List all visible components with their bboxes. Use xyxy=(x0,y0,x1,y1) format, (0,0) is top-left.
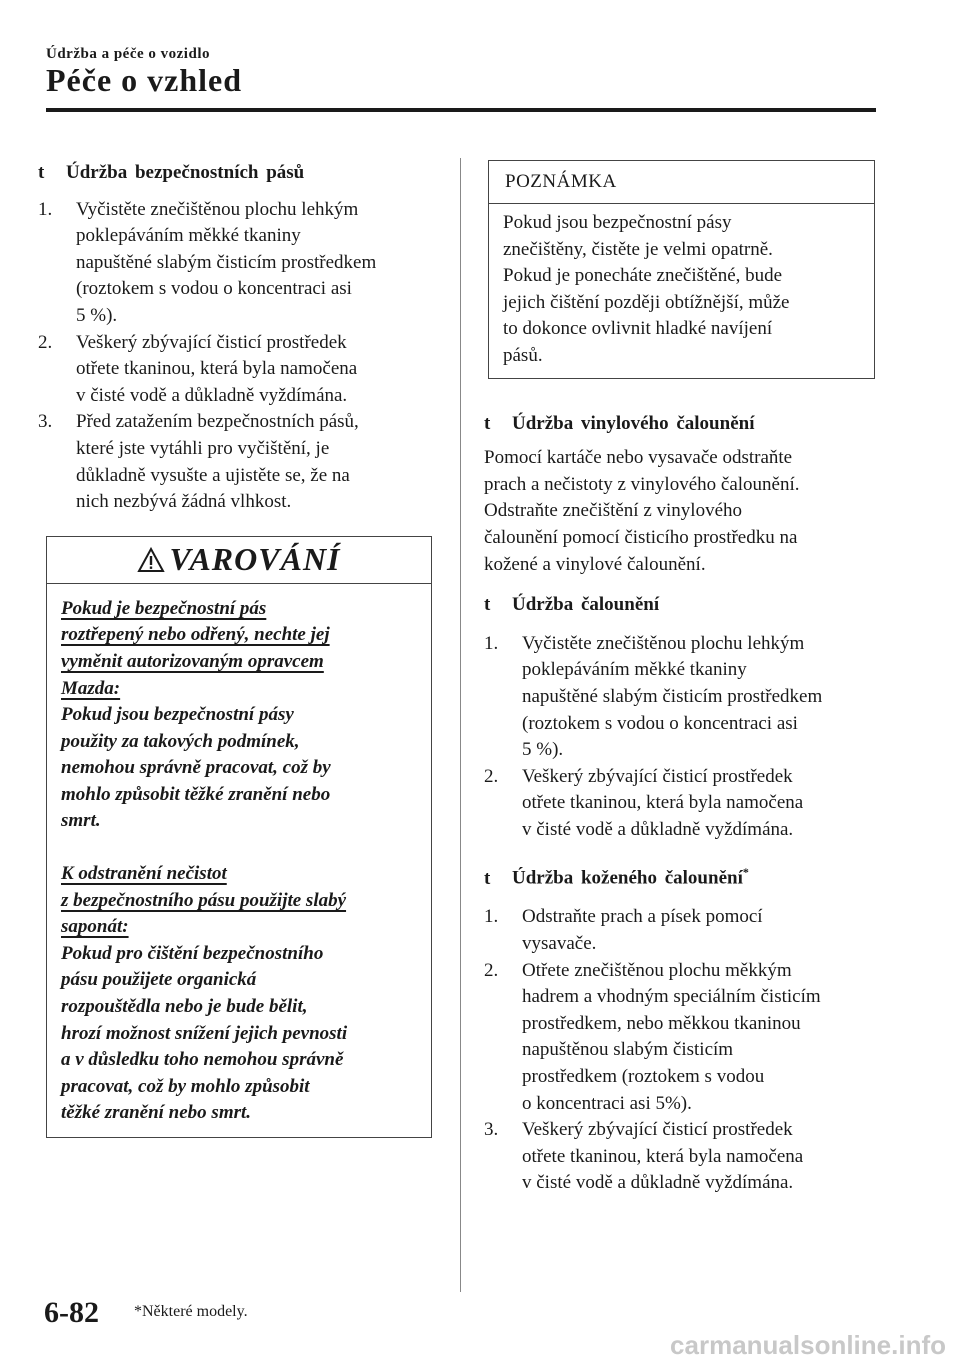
text-line: Veškerý zbývající čisticí prostředek xyxy=(522,1119,793,1141)
text-line: Odstraňte znečištění z vinylového xyxy=(484,500,743,522)
heading-bullet-icon: t xyxy=(484,412,491,434)
step-number: 2. xyxy=(484,959,499,981)
text-line: znečištěny, čistěte je velmi opatrně. xyxy=(503,238,773,260)
column-divider xyxy=(460,158,461,1292)
text-line: Pokud jsou bezpečnostní pásy xyxy=(503,212,732,233)
text-line: prostředkem, nebo měkkou tkaninou xyxy=(522,1012,801,1034)
text-line: Pomocí kartáče nebo vysavače odstraňte xyxy=(484,447,793,469)
step-item xyxy=(484,631,879,764)
step-number: 1. xyxy=(484,906,499,928)
watermark: carmanualsonline.info xyxy=(670,1330,946,1360)
text-line: nemohou správně pracovat, což by xyxy=(61,757,331,779)
text-line: Pokud je bezpečnostní pás xyxy=(61,597,267,619)
note-box xyxy=(488,160,875,379)
text-line: K odstranění nečistot xyxy=(61,863,227,885)
text-line: těžké zranění nebo smrt. xyxy=(61,1102,252,1124)
step-text xyxy=(522,958,879,1118)
text-line: vysavače. xyxy=(522,932,597,954)
left-column xyxy=(38,160,433,1138)
text-line: vyměnit autorizovaným opravcem xyxy=(61,650,324,672)
text-line: Pokud jsou bezpečnostní pásy xyxy=(61,704,294,726)
text-line: saponát: xyxy=(61,916,129,938)
text-line: poklepáváním měkké tkaniny xyxy=(522,659,747,681)
note-title: POZNÁMKA xyxy=(489,161,874,204)
step-item xyxy=(484,904,879,957)
text-line: důkladně vysušte a ujistěte se, že na xyxy=(76,464,350,486)
heading-bullet-icon: t xyxy=(38,162,45,183)
text-line: o koncentraci asi 5%). xyxy=(522,1092,692,1114)
text-line: 5 %). xyxy=(76,304,118,326)
warning-title: VAROVÁNÍ xyxy=(169,541,341,578)
step-number: 3. xyxy=(484,1119,499,1141)
text-line: (roztokem s vodou o koncentraci asi xyxy=(522,712,798,734)
text-line: Pokud je ponecháte znečištěné, bude xyxy=(503,265,783,287)
step-item xyxy=(484,1117,879,1197)
note-body xyxy=(489,204,874,378)
step-text xyxy=(76,197,433,330)
text-line: Veškerý zbývající čisticí prostředek xyxy=(522,765,793,787)
step-item xyxy=(484,958,879,1118)
text-line: poklepáváním měkké tkaniny xyxy=(76,225,301,247)
text-line: Veškerý zbývající čisticí prostředek xyxy=(76,331,347,353)
warning-block2-heading xyxy=(61,861,417,941)
text-line: nich nezbývá žádná vlhkost. xyxy=(76,491,292,513)
section-label: Údržba a péče o vozidlo xyxy=(46,46,210,62)
text-line: pásu použijete organická xyxy=(61,969,257,991)
upholstery-steps-list xyxy=(484,631,879,844)
step-text xyxy=(76,409,433,515)
warning-triangle-icon xyxy=(137,547,165,573)
text-line: Vyčistěte znečištěnou plochu lehkým xyxy=(76,198,359,220)
text-line: hadrem a vhodným speciálním čisticím xyxy=(522,986,821,1008)
text-line: v čisté vodě a důkladně vyždímána. xyxy=(522,818,794,840)
header-divider xyxy=(46,108,876,112)
vinyl-paragraph xyxy=(484,445,879,578)
belt-steps-list xyxy=(38,197,433,516)
text-line: prostředkem (roztokem s vodou xyxy=(522,1065,765,1087)
text-line: Pokud pro čištění bezpečnostního xyxy=(61,942,324,964)
belt-maintenance-heading: t Údržba bezpečnostních pásů xyxy=(38,160,433,187)
page-title: Péče o vzhled xyxy=(46,62,243,98)
step-text xyxy=(522,631,879,764)
warning-box xyxy=(46,536,432,1138)
right-column xyxy=(484,160,879,1197)
step-text xyxy=(76,330,433,410)
step-number: 3. xyxy=(38,411,53,433)
step-number: 1. xyxy=(38,198,53,220)
text-line: které jste vytáhli pro vyčištění, je xyxy=(76,437,330,459)
warning-block2-body xyxy=(61,941,417,1127)
text-line: napuštěnou slabým čisticím xyxy=(522,1039,734,1061)
leather-heading: t Údržba koženého čalounění* xyxy=(484,859,879,892)
text-line: Mazda: xyxy=(61,677,121,699)
step-number: 2. xyxy=(484,765,499,787)
text-line: to dokonce ovlivnit hladké navíjení xyxy=(503,318,773,340)
text-line: v čisté vodě a důkladně vyždímána. xyxy=(76,384,348,406)
step-item xyxy=(38,197,433,330)
step-item xyxy=(484,764,879,844)
warning-header xyxy=(47,537,431,584)
text-line: jejich čištění později obtížnější, může xyxy=(503,291,790,313)
text-line: Odstraňte prach a písek pomocí xyxy=(522,906,763,928)
step-item xyxy=(38,330,433,410)
text-line: Otřete znečištěnou plochu měkkým xyxy=(522,959,792,981)
text-line: napuštěné slabým čisticím prostředkem xyxy=(76,251,377,273)
text-line: a v důsledku toho nemohou správně xyxy=(61,1049,344,1071)
step-text xyxy=(522,904,879,957)
text-line: otřete tkaninou, která byla namočena xyxy=(522,792,804,814)
text-line: otřete tkaninou, která byla namočena xyxy=(522,1145,804,1167)
footnote: *Některé modely. xyxy=(134,1303,248,1320)
text-line: Vyčistěte znečištěnou plochu lehkým xyxy=(522,632,805,654)
text-line: (roztokem s vodou o koncentraci asi xyxy=(76,278,352,300)
step-text xyxy=(522,764,879,844)
asterisk-mark: * xyxy=(742,865,749,880)
step-item xyxy=(38,409,433,515)
page-number: 6-82 xyxy=(44,1296,99,1329)
text-line: roztřepený nebo odřený, nechte jej xyxy=(61,624,330,646)
leather-steps-list xyxy=(484,904,879,1197)
text-line: 5 %). xyxy=(522,739,564,761)
text-line: z bezpečnostního pásu použijte slabý xyxy=(61,889,347,911)
text-line: čalounění pomocí čisticího prostředku na xyxy=(484,526,798,548)
vinyl-heading: t Údržba vinylového čalounění xyxy=(484,411,879,438)
step-number: 1. xyxy=(484,632,499,654)
text-line: pásů. xyxy=(503,344,543,366)
warning-block1-heading xyxy=(61,596,417,702)
text-line: použity za takových podmínek, xyxy=(61,730,300,752)
text-line: pracovat, což by mohlo způsobit xyxy=(61,1075,310,1097)
text-line: kožené a vinylové čalounění. xyxy=(484,553,706,575)
warning-body xyxy=(47,584,431,1137)
step-number: 2. xyxy=(38,331,53,353)
text-line: otřete tkaninou, která byla namočena xyxy=(76,358,358,380)
text-line: rozpouštědla nebo je bude bělit, xyxy=(61,996,308,1018)
upholstery-heading: t Údržba čalounění xyxy=(484,592,879,619)
text-line: smrt. xyxy=(61,810,101,832)
text-line: napuštěné slabým čisticím prostředkem xyxy=(522,685,823,707)
text-line: hrozí možnost snížení jejich pevnosti xyxy=(61,1022,348,1044)
heading-bullet-icon: t xyxy=(484,867,491,889)
text-line: v čisté vodě a důkladně vyždímána. xyxy=(522,1172,794,1194)
step-text xyxy=(522,1117,879,1197)
text-line: Před zatažením bezpečnostních pásů, xyxy=(76,411,359,433)
warning-block1-body xyxy=(61,702,417,835)
text-line: prach a nečistoty z vinylového čalounění. xyxy=(484,473,800,495)
text-line: mohlo způsobit těžké zranění nebo xyxy=(61,783,331,805)
heading-bullet-icon: t xyxy=(484,594,491,616)
